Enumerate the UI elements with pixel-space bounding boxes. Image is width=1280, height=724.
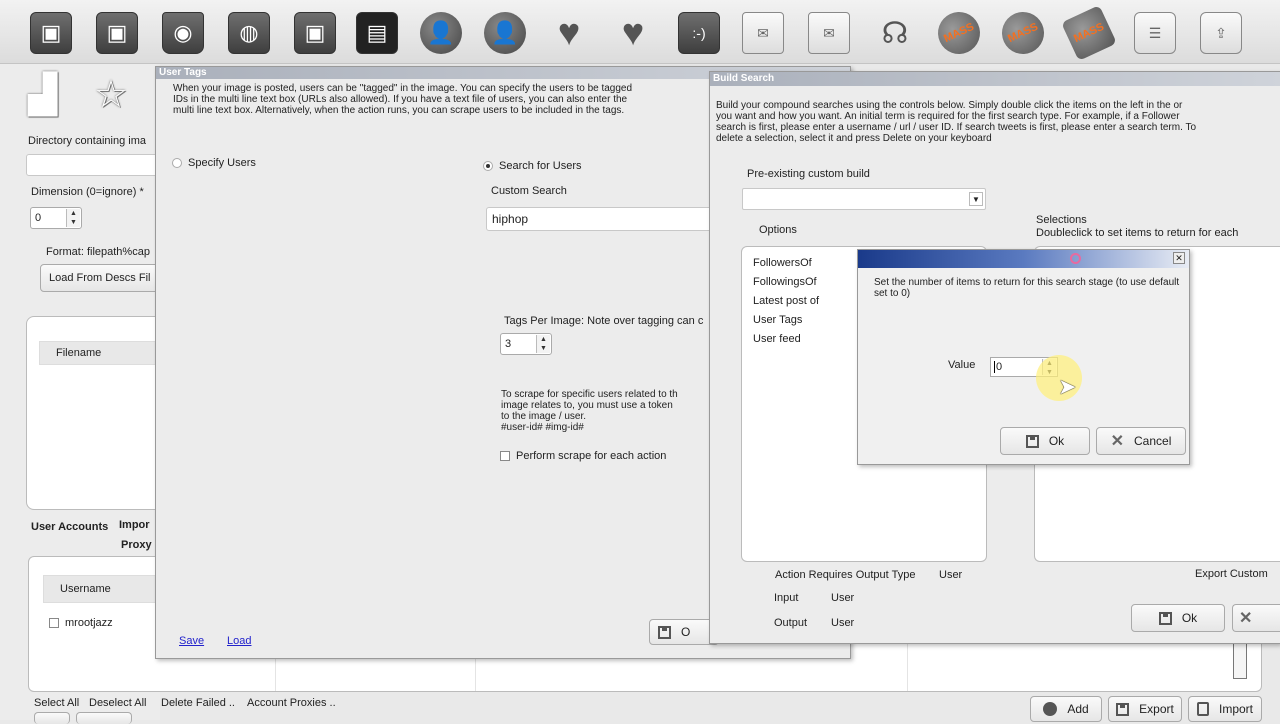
dimension-label: Dimension (0=ignore) * [31,186,144,198]
add-user-icon[interactable]: 👤 [420,12,462,54]
selections-hint: Doubleclick to set items to return for each [1036,227,1239,239]
deselect-all-link[interactable]: Deselect All [89,697,147,709]
user-tags-description: When your image is posted, users can be "tagged" in the image. You can specify the users to be tagged IDs in the multi line text box (URLs also allowed). If you have a text file of users, you can also enter the multi line text box. Alternatively, when the action runs, you can scrape users to be included in the tags. [173,83,633,116]
select-all-link[interactable]: Select All [34,697,80,709]
value-cancel-button[interactable]: ✕ Cancel [1096,427,1186,455]
dropdown-arrow-icon[interactable]: ▼ [969,192,983,206]
search-for-users-radio[interactable]: Search for Users [483,160,582,172]
close-icon[interactable]: ✕ [1173,252,1185,264]
cancel-icon: ✕ [1239,610,1253,627]
import-label[interactable]: Impor [119,519,150,531]
import-button[interactable]: Import [1188,696,1262,722]
scrape-photo-icon[interactable]: ▣ [30,12,72,54]
report-list-icon[interactable]: ☰ [1134,12,1176,54]
delete-failed-link[interactable]: Delete Failed .. [161,697,235,709]
add-icon [1043,702,1057,716]
broadcast-icon[interactable]: ☊ [881,16,909,50]
remove-user-icon[interactable]: 👤 [484,12,526,54]
custom-search-input[interactable]: hiphop [486,207,716,231]
user-tags-ok-button[interactable]: O [649,619,719,645]
save-icon [1159,612,1172,625]
format-label: Format: filepath%cap [46,246,150,258]
export-custom-link[interactable]: Export Custom [1195,568,1268,580]
requires-value: User [939,569,963,581]
cancel-icon: ✕ [1110,433,1125,450]
value-dialog [857,249,1190,465]
accounts-scrollbar[interactable] [1233,643,1247,679]
mouse-cursor-icon: ➤ [1058,374,1077,399]
globe-photo-icon[interactable]: ◍ [228,12,270,54]
proxy-label[interactable]: Proxy [121,539,152,551]
tags-per-image-stepper[interactable]: 3 ▲ ▼ [500,333,552,355]
value-ok-button[interactable]: Ok [1000,427,1090,455]
bottom-small-button[interactable] [76,712,132,724]
output-value: User [831,617,855,629]
export-button[interactable]: Export [1108,696,1182,722]
value-label: Value [948,359,976,371]
input-value: User [831,592,855,604]
username-header[interactable]: Username [43,575,173,603]
option-user-tags[interactable]: User Tags [753,314,803,326]
export-icon [1116,703,1129,716]
options-label: Options [759,224,797,236]
tags-per-image-label: Tags Per Image: Note over tagging can c [504,315,704,327]
custom-search-label: Custom Search [491,185,567,197]
stats-chart-icon[interactable]: ▟ [28,74,58,116]
value-dialog-titlebar[interactable] [858,250,1189,268]
mass-follow-icon[interactable]: MASS [995,5,1051,61]
option-followers-of[interactable]: FollowersOf [753,257,812,269]
build-search-description: Build your compound searches using the controls below. Simply double click the items on the left in the or you want and how you want. An initial term is required for the first search type. For example, if a Follower search is first, please enter a username / url / user ID. If search tweets is first, please enter a search term. To delete a selection, select it and press Delete on your keyboard [716,100,1197,144]
save-icon [658,626,671,639]
mass-comment-icon[interactable]: MASS [1061,5,1117,61]
cursor-highlight-icon [1070,253,1081,264]
build-search-cancel-button[interactable] [1232,604,1280,632]
preexisting-select[interactable] [742,188,986,210]
perform-scrape-checkbox[interactable]: Perform scrape for each action [500,450,666,462]
file-list-box [26,316,171,510]
mass-like-icon[interactable]: MASS [931,5,987,61]
directory-label: Directory containing ima [28,135,146,147]
reply-envelope-icon[interactable]: ✉ [808,12,850,54]
user-tags-title[interactable]: User Tags [156,67,850,79]
output-label: Output [774,617,808,629]
like-heart-icon[interactable]: ♥ [557,11,581,54]
video-clapper-icon[interactable]: ▤ [356,12,398,54]
upload-doc-icon[interactable]: ⇪ [1200,12,1242,54]
directory-input[interactable] [26,154,166,176]
selections-label: Selections [1036,214,1087,226]
radio-selected-icon[interactable] [483,161,493,171]
add-button[interactable]: Add [1030,696,1102,722]
radio-icon[interactable] [172,158,182,168]
unlike-heart-icon[interactable]: ♥ [621,11,645,54]
build-search-title[interactable]: Build Search [710,72,1280,86]
stepper-arrows-icon[interactable]: ▲ ▼ [536,335,550,353]
value-dialog-message: Set the number of items to return for this search stage (to use default set to 0) [874,277,1180,299]
save-icon [1026,435,1039,448]
input-label: Input [774,592,799,604]
import-icon [1197,702,1209,716]
bottom-small-button[interactable] [34,712,70,724]
message-envelope-icon[interactable]: ✉ [742,12,784,54]
dimension-stepper[interactable]: 0 ▲ ▼ [30,207,82,229]
load-descs-button[interactable]: Load From Descs Fil [40,264,170,292]
value-stepper[interactable]: 0 [990,357,1058,377]
comment-smiley-icon[interactable]: :-) [678,12,720,54]
stepper-arrows-icon[interactable]: ▲ ▼ [66,209,80,227]
checkbox-icon[interactable] [500,451,510,461]
preexisting-label: Pre-existing custom build [747,168,870,180]
scrape-description: To scrape for specific users related to th image relates to, you must use a token to the image / user. #user-id# #img-id# [501,389,678,433]
group-photo-icon[interactable]: ▣ [294,12,336,54]
account-row[interactable]: mrootjazz [49,617,113,629]
scrape-follow-icon[interactable]: ▣ [96,12,138,54]
requires-label: Action Requires Output Type [775,569,916,581]
account-proxies-link[interactable]: Account Proxies .. [247,697,336,709]
build-search-ok-button[interactable]: Ok [1131,604,1225,632]
option-followings-of[interactable]: FollowingsOf [753,276,817,288]
load-link[interactable]: Load [227,635,252,647]
view-eye-icon[interactable]: ◉ [162,12,204,54]
specify-users-radio[interactable]: Specify Users [172,157,256,169]
account-checkbox[interactable] [49,618,59,628]
filename-header[interactable]: Filename [39,341,163,365]
option-user-feed[interactable]: User feed [753,333,801,345]
option-latest-post-of[interactable]: Latest post of [753,295,820,307]
user-accounts-label: User Accounts [31,521,109,533]
favorite-star-icon[interactable]: ☆ [94,74,129,116]
save-link[interactable]: Save [179,635,205,647]
toolbar [0,0,1280,64]
